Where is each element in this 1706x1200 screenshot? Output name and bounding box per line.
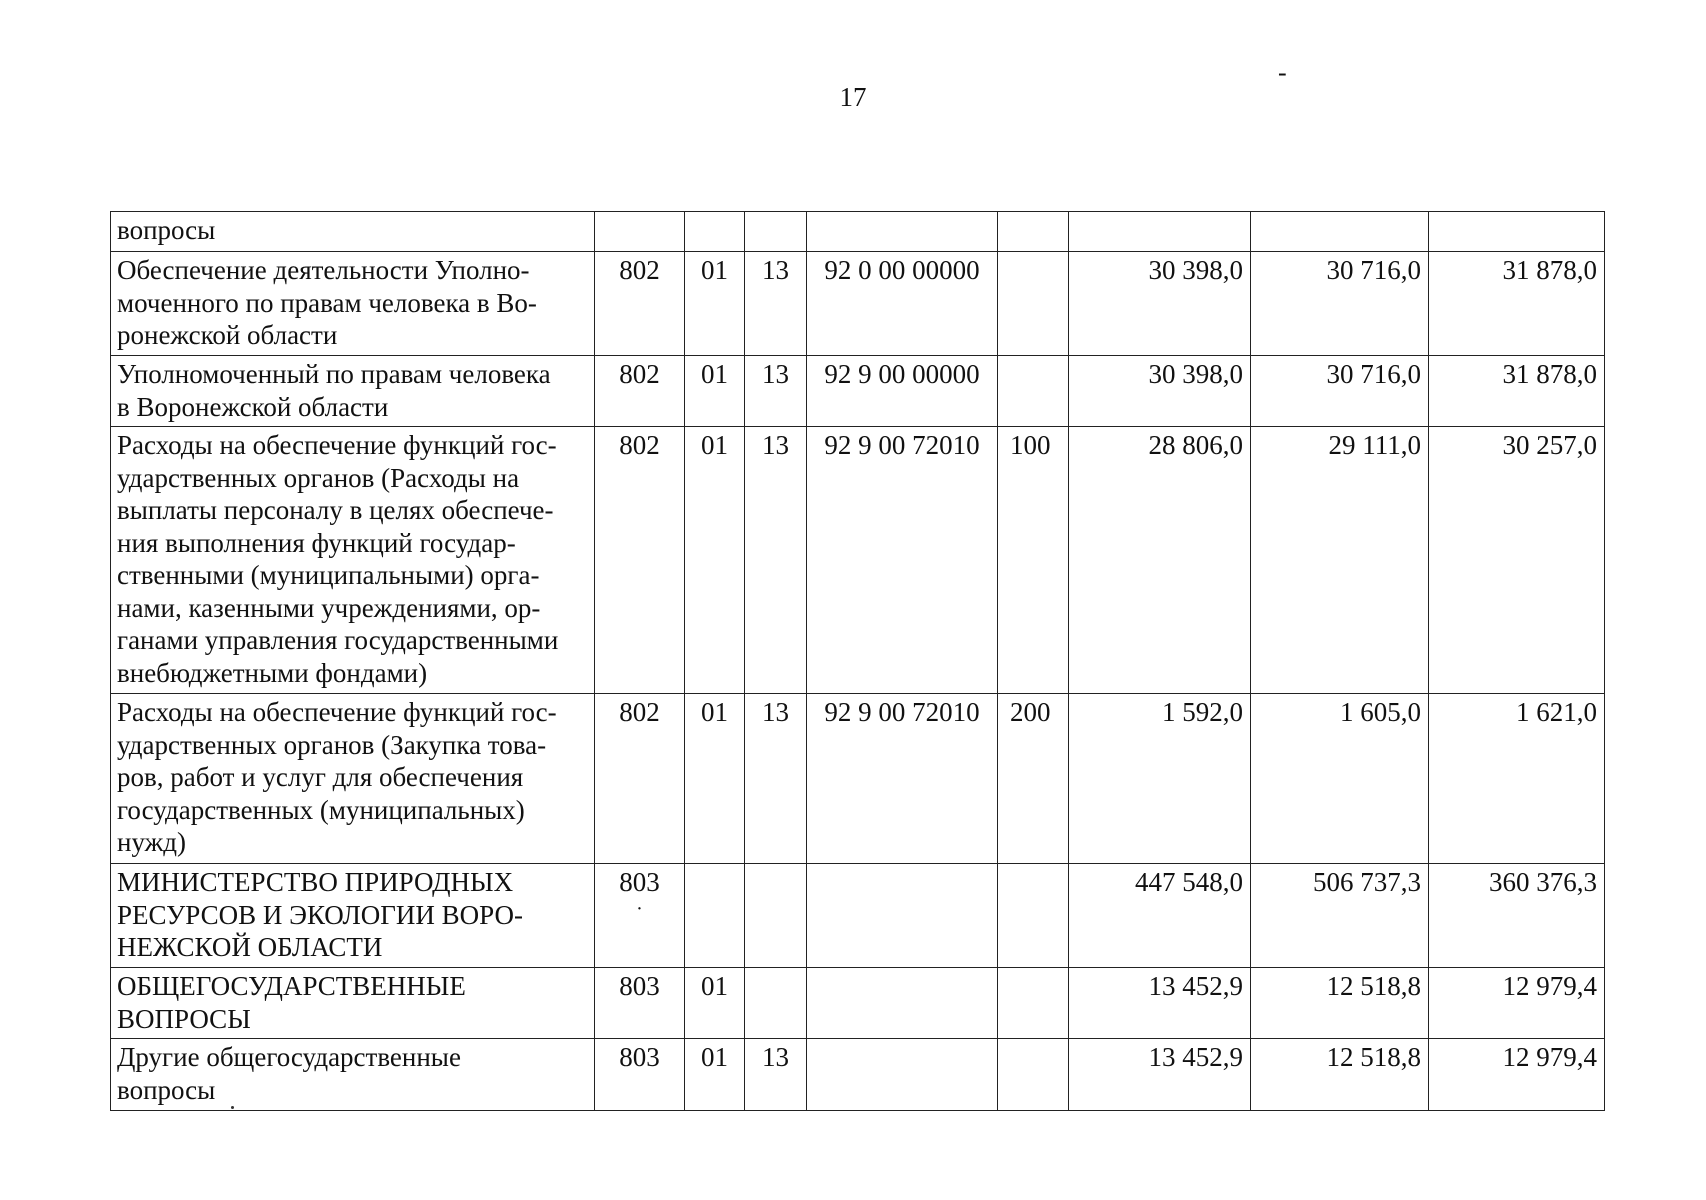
cell-year1: 447 548,0	[1069, 864, 1251, 968]
cell-year2: 506 737,3	[1251, 864, 1429, 968]
cell-gr: 802	[595, 356, 685, 427]
cell-csr	[807, 1039, 998, 1111]
cell-pr	[745, 212, 807, 252]
page-number: 17	[839, 82, 867, 112]
cell-vr: 200	[998, 694, 1069, 864]
cell-year3: 31 878,0	[1429, 252, 1605, 356]
cell-csr	[807, 212, 998, 252]
cell-year2: 1 605,0	[1251, 694, 1429, 864]
cell-year1: 30 398,0	[1069, 356, 1251, 427]
cell-rz: 01	[685, 252, 745, 356]
cell-vr	[998, 864, 1069, 968]
cell-year3: 30 257,0	[1429, 427, 1605, 694]
cell-csr: 92 9 00 72010	[807, 694, 998, 864]
cell-year2: 30 716,0	[1251, 252, 1429, 356]
cell-gr: 803	[595, 968, 685, 1039]
cell-year3: 12 979,4	[1429, 968, 1605, 1039]
cell-pr: 13	[745, 356, 807, 427]
cell-gr: 802	[595, 252, 685, 356]
cell-year2: 30 716,0	[1251, 356, 1429, 427]
cell-rz: 01	[685, 356, 745, 427]
cell-year3: 31 878,0	[1429, 356, 1605, 427]
cell-vr	[998, 252, 1069, 356]
cell-year3: 1 621,0	[1429, 694, 1605, 864]
cell-vr	[998, 356, 1069, 427]
cell-gr	[595, 212, 685, 252]
cell-vr: 100	[998, 427, 1069, 694]
cell-rz	[685, 212, 745, 252]
cell-pr: 13	[745, 1039, 807, 1111]
cell-pr	[745, 968, 807, 1039]
cell-csr: 92 0 00 00000	[807, 252, 998, 356]
row-name: Расходы на обеспечение функций гос- ударственных органов (Расходы на выплаты персоналу в целях обеспече- ния выполнения функций государ- ственными (муниципальными) орга- нами, казенными учреждениями, ор- ганами управления государственными внебюджетными фондами)	[111, 427, 595, 694]
row-name: МИНИСТЕРСТВО ПРИРОДНЫХ РЕСУРСОВ И ЭКОЛОГИИ ВОРО- НЕЖСКОЙ ОБЛАСТИ	[111, 864, 595, 968]
table-row	[111, 427, 1605, 694]
cell-pr: 13	[745, 694, 807, 864]
cell-year1: 1 592,0	[1069, 694, 1251, 864]
cell-year3: 12 979,4	[1429, 1039, 1605, 1111]
table-row	[111, 1039, 1605, 1111]
cell-year1: 28 806,0	[1069, 427, 1251, 694]
cell-year2: 29 111,0	[1251, 427, 1429, 694]
row-name: Обеспечение деятельности Уполно- моченного по правам человека в Во- ронежской области	[111, 252, 595, 356]
cell-vr	[998, 968, 1069, 1039]
cell-csr: 92 9 00 72010	[807, 427, 998, 694]
cell-gr: 802	[595, 427, 685, 694]
cell-gr: 803	[595, 1039, 685, 1111]
cell-rz: 01	[685, 968, 745, 1039]
cell-gr: 803 ·	[595, 864, 685, 968]
table-row	[111, 694, 1605, 864]
cell-year3	[1429, 212, 1605, 252]
cell-csr	[807, 864, 998, 968]
cell-gr: 802	[595, 694, 685, 864]
cell-year2	[1251, 212, 1429, 252]
cell-year1: 13 452,9	[1069, 968, 1251, 1039]
row-name: ОБЩЕГОСУДАРСТВЕННЫЕ ВОПРОСЫ	[111, 968, 595, 1039]
row-name: вопросы	[111, 212, 595, 252]
cell-rz: 01	[685, 427, 745, 694]
cell-pr	[745, 864, 807, 968]
cell-rz	[685, 864, 745, 968]
cell-year2: 12 518,8	[1251, 968, 1429, 1039]
cell-rz: 01	[685, 1039, 745, 1111]
stray-dot: ·	[636, 897, 643, 920]
cell-year3: 360 376,3	[1429, 864, 1605, 968]
cell-pr: 13	[745, 252, 807, 356]
cell-year2: 12 518,8	[1251, 1039, 1429, 1111]
cell-csr	[807, 968, 998, 1039]
cell-rz: 01	[685, 694, 745, 864]
table-row	[111, 212, 1605, 252]
cell-year1	[1069, 212, 1251, 252]
table-row	[111, 356, 1605, 427]
table-row	[111, 968, 1605, 1039]
cell-year1: 13 452,9	[1069, 1039, 1251, 1111]
row-name: Расходы на обеспечение функций гос- ударственных органов (Закупка това- ров, работ и услуг для обеспечения государственных (муниципальных) нужд)	[111, 694, 595, 864]
row-name: Другие общегосударственные вопросы	[111, 1039, 595, 1111]
corner-mark: -	[1278, 58, 1287, 87]
row-name: Уполномоченный по правам человека в Воронежской области	[111, 356, 595, 427]
cell-csr: 92 9 00 00000	[807, 356, 998, 427]
cell-vr	[998, 1039, 1069, 1111]
cell-vr	[998, 212, 1069, 252]
cell-year1: 30 398,0	[1069, 252, 1251, 356]
table-row	[111, 864, 1605, 968]
budget-table	[110, 211, 1605, 1111]
table-row	[111, 252, 1605, 356]
cell-pr: 13	[745, 427, 807, 694]
